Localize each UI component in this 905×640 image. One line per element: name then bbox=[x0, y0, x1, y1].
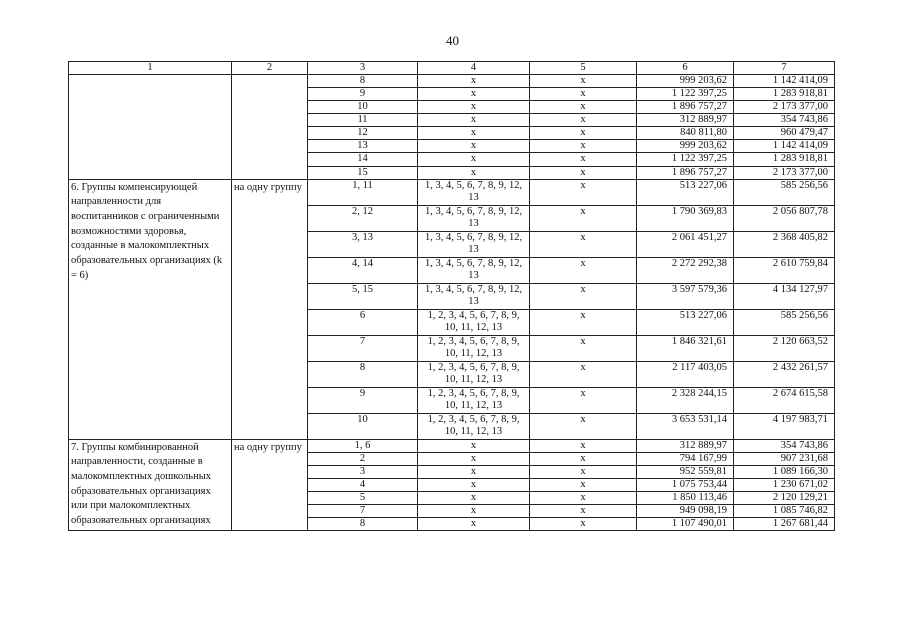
cell-col7: 2 432 261,57 bbox=[734, 361, 835, 387]
cell-col7: 1 283 918,81 bbox=[734, 153, 835, 166]
cell-col6: 840 811,80 bbox=[637, 127, 734, 140]
cell-col3: 7 bbox=[308, 335, 418, 361]
cell-col7: 2 173 377,00 bbox=[734, 166, 835, 179]
cell-col3: 1, 6 bbox=[308, 439, 418, 452]
cell-col6: 2 328 244,15 bbox=[637, 387, 734, 413]
cell-col6: 312 889,97 bbox=[637, 439, 734, 452]
cell-col3: 7 bbox=[308, 504, 418, 517]
cell-col7: 1 283 918,81 bbox=[734, 88, 835, 101]
cell-col4: х bbox=[418, 517, 530, 530]
cell-col5: х bbox=[530, 491, 637, 504]
cell-col4: х bbox=[418, 88, 530, 101]
cell-col6: 1 896 757,27 bbox=[637, 166, 734, 179]
cell-col5: х bbox=[530, 361, 637, 387]
cell-col4: х bbox=[418, 465, 530, 478]
cell-col3: 8 bbox=[308, 361, 418, 387]
cell-col6: 952 559,81 bbox=[637, 465, 734, 478]
table-body bbox=[69, 62, 835, 531]
cell-col6: 1 122 397,25 bbox=[637, 88, 734, 101]
cell-col4: х bbox=[418, 127, 530, 140]
cell-col3: 10 bbox=[308, 413, 418, 439]
cell-col5: х bbox=[530, 114, 637, 127]
cell-col4: 1, 2, 3, 4, 5, 6, 7, 8, 9, 10, 11, 12, 13 bbox=[418, 335, 530, 361]
cell-col5: х bbox=[530, 127, 637, 140]
cell-col3: 12 bbox=[308, 127, 418, 140]
cell-col3: 14 bbox=[308, 153, 418, 166]
cell-col6: 999 203,62 bbox=[637, 140, 734, 153]
cell-col4: 1, 2, 3, 4, 5, 6, 7, 8, 9, 10, 11, 12, 13 bbox=[418, 361, 530, 387]
cell-col3: 13 bbox=[308, 140, 418, 153]
cell-col5: х bbox=[530, 166, 637, 179]
cell-col5: х bbox=[530, 439, 637, 452]
cell-col3: 11 bbox=[308, 114, 418, 127]
cell-col4: х bbox=[418, 114, 530, 127]
cell-col7: 1 142 414,09 bbox=[734, 140, 835, 153]
page-number: 40 bbox=[446, 33, 459, 48]
cell-col7: 585 256,56 bbox=[734, 179, 835, 205]
cell-col6: 3 597 579,36 bbox=[637, 283, 734, 309]
cell-col5: х bbox=[530, 504, 637, 517]
cell-col4: х bbox=[418, 504, 530, 517]
cell-col7: 907 231,68 bbox=[734, 452, 835, 465]
cell-col4: 1, 3, 4, 5, 6, 7, 8, 9, 12, 13 bbox=[418, 257, 530, 283]
cell-col7: 1 089 166,30 bbox=[734, 465, 835, 478]
cell-col7: 2 120 663,52 bbox=[734, 335, 835, 361]
cell-col3: 15 bbox=[308, 166, 418, 179]
cell-col3: 8 bbox=[308, 517, 418, 530]
cell-col4: 1, 2, 3, 4, 5, 6, 7, 8, 9, 10, 11, 12, 13 bbox=[418, 413, 530, 439]
cell-col7: 2 056 807,78 bbox=[734, 205, 835, 231]
table-row bbox=[69, 179, 835, 205]
cell-col6: 999 203,62 bbox=[637, 75, 734, 88]
cell-col3: 3 bbox=[308, 465, 418, 478]
cell-col4: 1, 3, 4, 5, 6, 7, 8, 9, 12, 13 bbox=[418, 231, 530, 257]
group-name-cell: 7. Группы комбинированной направленности, созданные в малокомплектных дошкольных образовательных организациях или при малокомплектных образовательных организациях bbox=[69, 439, 232, 530]
cell-col5: х bbox=[530, 257, 637, 283]
cell-col3: 4 bbox=[308, 478, 418, 491]
cell-col4: 1, 2, 3, 4, 5, 6, 7, 8, 9, 10, 11, 12, 13 bbox=[418, 309, 530, 335]
cell-col6: 312 889,97 bbox=[637, 114, 734, 127]
group-name-cell: 6. Группы компенсирующей направленности для воспитанников с ограниченными возможностями здоровья, созданные в малокомплектных образовательных организациях (k = 6) bbox=[69, 179, 232, 439]
cell-col5: х bbox=[530, 75, 637, 88]
cell-col5: х bbox=[530, 101, 637, 114]
cell-col3: 6 bbox=[308, 309, 418, 335]
cell-col4: х bbox=[418, 140, 530, 153]
cell-col5: х bbox=[530, 153, 637, 166]
cell-col7: 1 230 671,02 bbox=[734, 478, 835, 491]
cell-col6: 1 790 369,83 bbox=[637, 205, 734, 231]
cell-col4: х bbox=[418, 478, 530, 491]
column-header: 1 bbox=[69, 62, 232, 75]
cell-col4: 1, 3, 4, 5, 6, 7, 8, 9, 12, 13 bbox=[418, 179, 530, 205]
column-header: 3 bbox=[308, 62, 418, 75]
cell-col3: 10 bbox=[308, 101, 418, 114]
cell-col5: х bbox=[530, 478, 637, 491]
cell-col5: х bbox=[530, 387, 637, 413]
cell-col5: х bbox=[530, 465, 637, 478]
cell-col5: х bbox=[530, 140, 637, 153]
cell-col6: 1 896 757,27 bbox=[637, 101, 734, 114]
cell-col6: 513 227,06 bbox=[637, 309, 734, 335]
cell-col6: 2 061 451,27 bbox=[637, 231, 734, 257]
cell-col4: х bbox=[418, 153, 530, 166]
cell-col3: 5 bbox=[308, 491, 418, 504]
column-header: 6 bbox=[637, 62, 734, 75]
cell-col6: 513 227,06 bbox=[637, 179, 734, 205]
cell-col4: х bbox=[418, 452, 530, 465]
cell-col7: 960 479,47 bbox=[734, 127, 835, 140]
cell-col4: х bbox=[418, 75, 530, 88]
column-header: 5 bbox=[530, 62, 637, 75]
cell-col7: 2 173 377,00 bbox=[734, 101, 835, 114]
cell-col4: 1, 3, 4, 5, 6, 7, 8, 9, 12, 13 bbox=[418, 205, 530, 231]
unit-cell: на одну группу bbox=[232, 439, 308, 530]
cell-col6: 794 167,99 bbox=[637, 452, 734, 465]
cell-col6: 3 653 531,14 bbox=[637, 413, 734, 439]
cell-col7: 2 368 405,82 bbox=[734, 231, 835, 257]
cell-col3: 5, 15 bbox=[308, 283, 418, 309]
cell-col3: 9 bbox=[308, 387, 418, 413]
cell-col7: 2 674 615,58 bbox=[734, 387, 835, 413]
cell-col6: 1 846 321,61 bbox=[637, 335, 734, 361]
cell-col4: х bbox=[418, 166, 530, 179]
cell-col5: х bbox=[530, 205, 637, 231]
cell-col6: 2 117 403,05 bbox=[637, 361, 734, 387]
cell-col5: х bbox=[530, 309, 637, 335]
table-row bbox=[69, 75, 835, 88]
cell-col5: х bbox=[530, 452, 637, 465]
cell-col4: х bbox=[418, 101, 530, 114]
cell-col4: 1, 3, 4, 5, 6, 7, 8, 9, 12, 13 bbox=[418, 283, 530, 309]
cell-col7: 4 197 983,71 bbox=[734, 413, 835, 439]
cell-col7: 1 267 681,44 bbox=[734, 517, 835, 530]
column-header: 7 bbox=[734, 62, 835, 75]
cell-col5: х bbox=[530, 413, 637, 439]
cell-col3: 9 bbox=[308, 88, 418, 101]
cell-col6: 949 098,19 bbox=[637, 504, 734, 517]
cell-col7: 354 743,86 bbox=[734, 439, 835, 452]
cell-col7: 2 120 129,21 bbox=[734, 491, 835, 504]
cell-col6: 1 075 753,44 bbox=[637, 478, 734, 491]
cell-col4: х bbox=[418, 491, 530, 504]
column-header: 2 bbox=[232, 62, 308, 75]
cell-col3: 1, 11 bbox=[308, 179, 418, 205]
cell-col3: 8 bbox=[308, 75, 418, 88]
empty-cell bbox=[232, 75, 308, 180]
cell-col5: х bbox=[530, 179, 637, 205]
cell-col3: 2, 12 bbox=[308, 205, 418, 231]
funding-table bbox=[68, 61, 835, 531]
empty-cell bbox=[69, 75, 232, 180]
cell-col7: 354 743,86 bbox=[734, 114, 835, 127]
cell-col5: х bbox=[530, 335, 637, 361]
column-header: 4 bbox=[418, 62, 530, 75]
unit-cell: на одну группу bbox=[232, 179, 308, 439]
cell-col5: х bbox=[530, 231, 637, 257]
cell-col7: 585 256,56 bbox=[734, 309, 835, 335]
cell-col7: 2 610 759,84 bbox=[734, 257, 835, 283]
cell-col5: х bbox=[530, 283, 637, 309]
table-row bbox=[69, 439, 835, 452]
cell-col6: 1 850 113,46 bbox=[637, 491, 734, 504]
cell-col3: 3, 13 bbox=[308, 231, 418, 257]
cell-col7: 4 134 127,97 bbox=[734, 283, 835, 309]
cell-col6: 1 122 397,25 bbox=[637, 153, 734, 166]
cell-col6: 2 272 292,38 bbox=[637, 257, 734, 283]
cell-col7: 1 142 414,09 bbox=[734, 75, 835, 88]
cell-col4: х bbox=[418, 439, 530, 452]
cell-col3: 2 bbox=[308, 452, 418, 465]
cell-col4: 1, 2, 3, 4, 5, 6, 7, 8, 9, 10, 11, 12, 13 bbox=[418, 387, 530, 413]
cell-col5: х bbox=[530, 517, 637, 530]
cell-col7: 1 085 746,82 bbox=[734, 504, 835, 517]
cell-col3: 4, 14 bbox=[308, 257, 418, 283]
header-row bbox=[69, 62, 835, 75]
cell-col5: х bbox=[530, 88, 637, 101]
cell-col6: 1 107 490,01 bbox=[637, 517, 734, 530]
